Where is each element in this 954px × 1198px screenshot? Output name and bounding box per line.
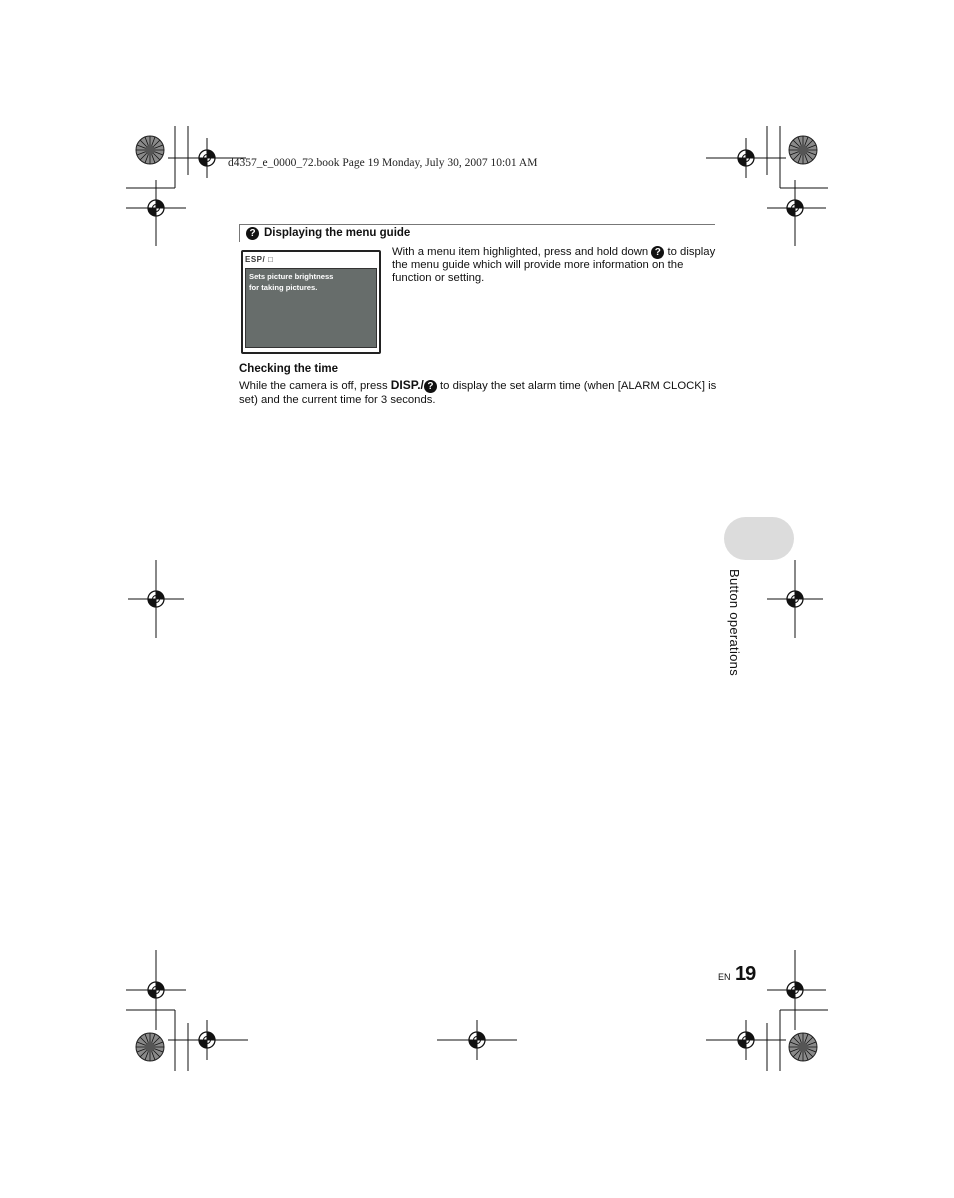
chapter-tab (724, 517, 794, 560)
guide-line-2: for taking pictures. (249, 283, 318, 292)
menu-guide-box (245, 268, 377, 348)
menu-guide-text (249, 271, 333, 293)
camera-screen-illustration (241, 250, 381, 354)
time-description (239, 378, 719, 407)
time-part-1: While the camera is off, press (239, 380, 391, 392)
section-title: Displaying the menu guide (264, 227, 411, 239)
menu-guide-description (392, 246, 717, 285)
screen-menu-label: ESP/ □ (245, 255, 274, 264)
help-icon: ? (651, 246, 664, 259)
print-slug-line: d4357_e_0000_72.book Page 19 Monday, July 30, 2007 10:01 AM (228, 157, 538, 169)
subsection-title: Checking the time (239, 363, 339, 375)
disp-button-label: DISP./ (390, 378, 424, 392)
guide-line-1: Sets picture brightness (249, 272, 334, 281)
language-code: EN (718, 972, 731, 982)
page-number-value: 19 (734, 963, 756, 985)
page-number (718, 963, 755, 986)
chapter-tab-label: Button operations (727, 569, 742, 677)
description-part-2: to display the menu guide which will provide more information on the function or setting. (392, 246, 716, 284)
help-icon: ? (246, 227, 259, 240)
description-part-1: With a menu item highlighted, press and hold down (392, 246, 652, 258)
help-icon: ? (424, 380, 437, 393)
time-part-2: to display the set alarm time (when [ALARM CLOCK] is set) and the current time for 3 seconds. (239, 380, 717, 406)
